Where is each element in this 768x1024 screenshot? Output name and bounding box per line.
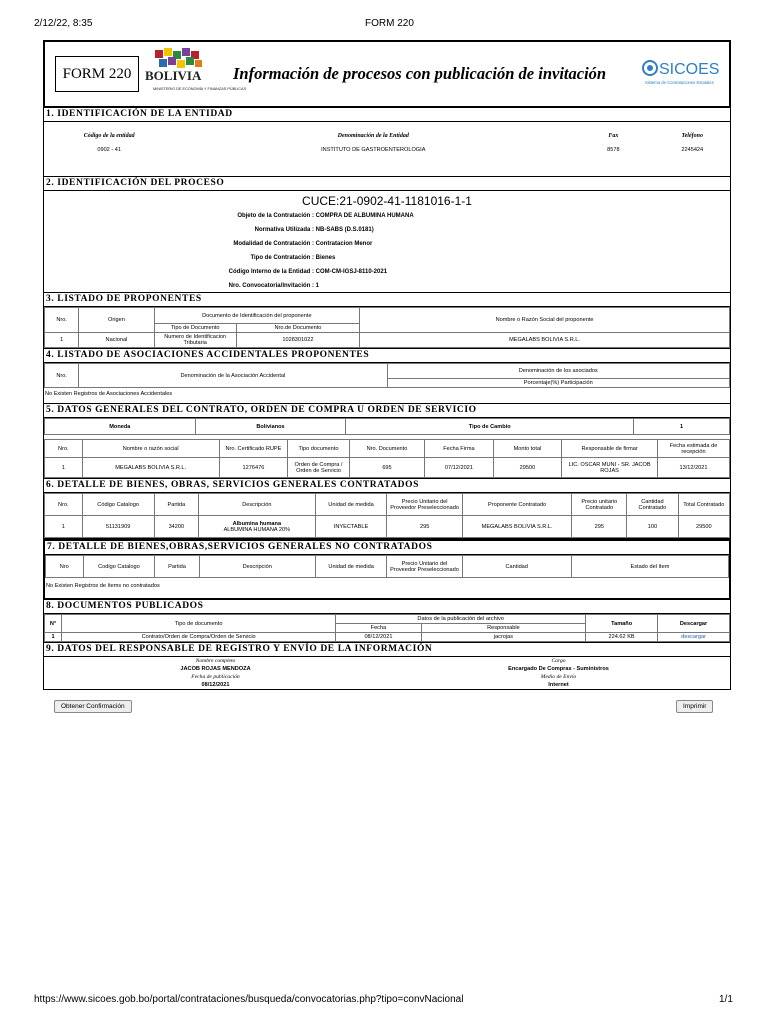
form-label: FORM 220 bbox=[55, 56, 139, 92]
section-goods-not-contracted bbox=[43, 539, 731, 600]
cell: 29500 bbox=[493, 458, 562, 478]
cell: 224.62 KB bbox=[586, 633, 658, 642]
phone-value: 2245424 bbox=[681, 147, 704, 153]
cell: 1276476 bbox=[219, 458, 288, 478]
medium-label: Medio de Envío bbox=[540, 674, 577, 680]
field-value: COMPRA DE ALBUMINA HUMANA bbox=[315, 213, 414, 219]
table-row bbox=[45, 333, 730, 348]
cell: 695 bbox=[349, 458, 424, 478]
section-goods-contracted bbox=[43, 479, 731, 539]
date-value: 08/12/2021 bbox=[201, 682, 230, 688]
col-header: Nro. bbox=[45, 364, 79, 388]
empty-message: No Existen Registros de Asociaciones Accidentales bbox=[45, 391, 173, 397]
exchange-value: 1 bbox=[634, 419, 730, 435]
col-header: Total Contratado bbox=[678, 494, 729, 516]
col-header: Unidad de medida bbox=[315, 556, 387, 578]
currency-label: Moneda bbox=[45, 419, 196, 435]
cell: 08/12/2021 bbox=[336, 633, 422, 642]
col-header: Monto total bbox=[493, 440, 562, 458]
currency-value: Bolivianos bbox=[195, 419, 346, 435]
field-value: NB-SABS (D.S.0181) bbox=[315, 227, 374, 233]
print-url: https://www.sicoes.gob.bo/portal/contrataciones/busqueda/convocatorias.php?tipo=convNacional bbox=[34, 994, 464, 1005]
svg-text:SICOES: SICOES bbox=[659, 61, 720, 78]
goods-contracted-table bbox=[44, 493, 730, 538]
col-header: Responsable de firmar bbox=[562, 440, 658, 458]
cell: 295 bbox=[387, 516, 462, 538]
entity-code: 0902 - 41 bbox=[97, 147, 121, 153]
page-title: Información de procesos con publicación de invitación bbox=[233, 64, 607, 83]
cell: Contrato/Orden de Compra/Orden de Servicio bbox=[62, 633, 336, 642]
contract-table bbox=[44, 439, 730, 478]
documents-table bbox=[44, 614, 730, 642]
col-header: Nombre o Razón Social del proponente bbox=[360, 308, 730, 333]
description-title: Albumina humana bbox=[232, 520, 282, 527]
field-value: COM-CM-IGSJ-8110-2021 bbox=[315, 269, 388, 275]
entity-code-label: Código de la entidad bbox=[83, 133, 135, 139]
field-label: Modalidad de Contratación : bbox=[233, 241, 314, 247]
table-row bbox=[45, 633, 730, 642]
field-value: Bienes bbox=[315, 255, 336, 261]
cell: LIC. OSCAR MUNI - SR. JACOB ROJAS bbox=[562, 458, 658, 478]
section-entity bbox=[43, 108, 731, 177]
col-header: Nro. bbox=[45, 494, 83, 516]
col-header: Descargar bbox=[658, 615, 730, 633]
process-field bbox=[44, 279, 730, 293]
svg-text:BOLIVIA: BOLIVIA bbox=[145, 68, 202, 83]
col-header: Denominación de los asociados bbox=[387, 364, 730, 379]
cell: 1 bbox=[45, 333, 79, 348]
col-header: Partida bbox=[154, 494, 199, 516]
col-header: Porcentaje(%) Participación bbox=[387, 379, 730, 388]
section-title: 7. DETALLE DE BIENES,OBRAS,SERVICIOS GENERALES NO CONTRATADOS bbox=[45, 541, 729, 555]
cell: 13/12/2021 bbox=[658, 458, 730, 478]
col-header: Datos de la publicación del archivo bbox=[336, 615, 586, 624]
cell: 29500 bbox=[678, 516, 729, 538]
section-title: 1. IDENTIFICACIÓN DE LA ENTIDAD bbox=[44, 108, 730, 122]
section-responsible bbox=[43, 643, 731, 690]
name-value: JACOB ROJAS MENDOZA bbox=[180, 666, 251, 672]
section-process bbox=[43, 177, 731, 293]
cell: jacrojas bbox=[421, 633, 585, 642]
cell: Nacional bbox=[79, 333, 154, 348]
col-header: Nro. Documento bbox=[349, 440, 424, 458]
col-header: Codigo Catalogo bbox=[83, 556, 155, 578]
section-title: 8. DOCUMENTOS PUBLICADOS bbox=[44, 600, 730, 614]
field-value: Contratacion Menor bbox=[315, 241, 373, 247]
fax-label: Fax bbox=[608, 133, 619, 139]
section-associations bbox=[43, 349, 731, 404]
goods-not-contracted-table bbox=[45, 555, 729, 578]
col-header: Tipo de documento bbox=[62, 615, 336, 633]
col-header: Cantidad bbox=[462, 556, 571, 578]
table-row bbox=[45, 516, 730, 538]
cell: MEGALABS BOLIVIA S.R.L. bbox=[360, 333, 730, 348]
section-documents bbox=[43, 600, 731, 643]
col-header: Nro. bbox=[45, 440, 83, 458]
col-header: Responsable bbox=[421, 624, 585, 633]
cell: 51131909 bbox=[82, 516, 154, 538]
table-row bbox=[45, 458, 730, 478]
position-value: Encargado De Compras - Suministros bbox=[508, 666, 609, 672]
section-bidders bbox=[43, 293, 731, 349]
name-label: Nombre completo bbox=[195, 658, 236, 664]
position-label: Cargo bbox=[551, 658, 566, 664]
cell: Orden de Compra / Orden de Servicio bbox=[288, 458, 350, 478]
field-label: Normativa Utilizada : bbox=[254, 227, 314, 233]
cell: 1 bbox=[45, 458, 83, 478]
form-header bbox=[43, 40, 731, 108]
process-field bbox=[44, 251, 730, 265]
section-title: 2. IDENTIFICACIÓN DEL PROCESO bbox=[44, 177, 730, 191]
cell: 34200 bbox=[154, 516, 199, 538]
col-header: Código Catalogo bbox=[82, 494, 154, 516]
associations-table bbox=[44, 363, 730, 388]
print-datetime: 2/12/22, 8:35 bbox=[34, 18, 93, 29]
date-label: Fecha de publicación bbox=[191, 674, 240, 680]
process-field bbox=[44, 237, 730, 251]
contract-summary bbox=[44, 418, 730, 435]
process-field bbox=[44, 209, 730, 223]
field-label: Tipo de Contratación : bbox=[250, 255, 314, 261]
fax-value: 8578 bbox=[607, 147, 620, 153]
sicoes-logo bbox=[641, 54, 731, 94]
phone-label: Teléfono bbox=[681, 133, 703, 139]
col-header: Tipo documento bbox=[288, 440, 350, 458]
cell bbox=[199, 516, 315, 538]
col-header: Nro. bbox=[45, 308, 79, 333]
col-header: Nro.de Documento bbox=[236, 324, 359, 333]
print-page-number: 1/1 bbox=[719, 994, 733, 1005]
get-confirmation-button[interactable]: Obtener Confirmación bbox=[54, 700, 132, 713]
form-page bbox=[43, 40, 731, 690]
col-header: Descripción bbox=[199, 556, 315, 578]
bidders-table bbox=[44, 307, 730, 348]
cell: 295 bbox=[572, 516, 627, 538]
col-header: Partida bbox=[155, 556, 199, 578]
section-title: 5. DATOS GENERALES DEL CONTRATO, ORDEN DE COMPRA U ORDEN DE SERVICIO bbox=[44, 404, 730, 418]
print-button[interactable]: Imprimir bbox=[676, 700, 713, 713]
col-header: N° bbox=[45, 615, 62, 633]
col-header: Tipo de Documento bbox=[154, 324, 236, 333]
col-header: Fecha Firma bbox=[425, 440, 494, 458]
col-header: Origen bbox=[79, 308, 154, 333]
cell: 1 bbox=[45, 633, 62, 642]
col-header: Descripción bbox=[199, 494, 315, 516]
svg-text:MINISTERIO DE ECONOMÍA Y FINAN: MINISTERIO DE ECONOMÍA Y FINANZAS PÚBLICAS bbox=[153, 87, 247, 91]
col-header: Documento de Identificación del proponente bbox=[154, 308, 359, 324]
col-header: Precio Unitario del Proveedor Preseleccionado bbox=[387, 556, 462, 578]
responsible-info bbox=[44, 657, 730, 689]
medium-value: Internet bbox=[548, 682, 569, 688]
col-header: Nombre o razón social bbox=[82, 440, 219, 458]
svg-text:Sistema de Contrataciones Esta: Sistema de Contrataciones Estatales bbox=[645, 80, 714, 85]
col-header: Fecha bbox=[336, 624, 422, 633]
section-title: 4. LISTADO DE ASOCIACIONES ACCIDENTALES PROPONENTES bbox=[44, 349, 730, 363]
col-header: Estado del ítem bbox=[571, 556, 728, 578]
cell: 07/12/2021 bbox=[425, 458, 494, 478]
field-value: 1 bbox=[315, 283, 320, 289]
col-header: Nro bbox=[46, 556, 84, 578]
section-title: 9. DATOS DEL RESPONSABLE DE REGISTRO Y ENVÍO DE LA INFORMACIÓN bbox=[44, 643, 730, 657]
exchange-label: Tipo de Cambio bbox=[346, 419, 634, 435]
col-header: Proponente Contratado bbox=[462, 494, 572, 516]
cell: Numero de Identificacion Tributaria bbox=[154, 333, 236, 348]
process-field bbox=[44, 223, 730, 237]
download-link[interactable]: descargar bbox=[658, 633, 730, 642]
cell: 1028301022 bbox=[236, 333, 359, 348]
col-header: Nro. Certificado RUPE bbox=[219, 440, 288, 458]
col-header: Unidad de medida bbox=[315, 494, 387, 516]
cell: 1 bbox=[45, 516, 83, 538]
field-label: Nro. Convocatoria/Invitación : bbox=[228, 283, 314, 289]
cell: MEGALABS BOLIVIA S.R.L. bbox=[82, 458, 219, 478]
description-detail: ALBUMINA HUMANA 20% bbox=[223, 526, 291, 533]
field-label: Objeto de la Contratación : bbox=[237, 213, 314, 219]
col-header: Precio unitario Contratado bbox=[572, 494, 627, 516]
print-page-title: FORM 220 bbox=[365, 18, 414, 29]
section-title: 6. DETALLE DE BIENES, OBRAS, SERVICIOS GENERALES CONTRATADOS bbox=[44, 479, 730, 493]
section-title: 3. LISTADO DE PROPONENTES bbox=[44, 293, 730, 307]
bolivia-logo bbox=[145, 48, 247, 98]
section-contract bbox=[43, 404, 731, 479]
field-label: Código Interno de la Entidad : bbox=[228, 269, 314, 275]
cell: MEGALABS BOLIVIA S.R.L. bbox=[462, 516, 572, 538]
empty-message: No Existen Registros de ítems no contratados bbox=[46, 583, 160, 589]
cell: 100 bbox=[627, 516, 678, 538]
entity-name-label: Denominación de la Entidad bbox=[337, 133, 409, 139]
cuce-code: CUCE:21-0902-41-1181016-1-1 bbox=[302, 194, 472, 208]
entity-name: INSTITUTO DE GASTROENTEROLOGIA bbox=[321, 147, 426, 153]
col-header: Precio Unitario del Proveedor Preseleccionado bbox=[387, 494, 462, 516]
cell: INYECTABLE bbox=[315, 516, 387, 538]
col-header: Cantidad Contratado bbox=[627, 494, 678, 516]
col-header: Fecha estimada de recepción bbox=[658, 440, 730, 458]
col-header: Denominación de la Asociación Accidental bbox=[79, 364, 387, 388]
col-header: Tamaño bbox=[586, 615, 658, 633]
process-field bbox=[44, 265, 730, 279]
